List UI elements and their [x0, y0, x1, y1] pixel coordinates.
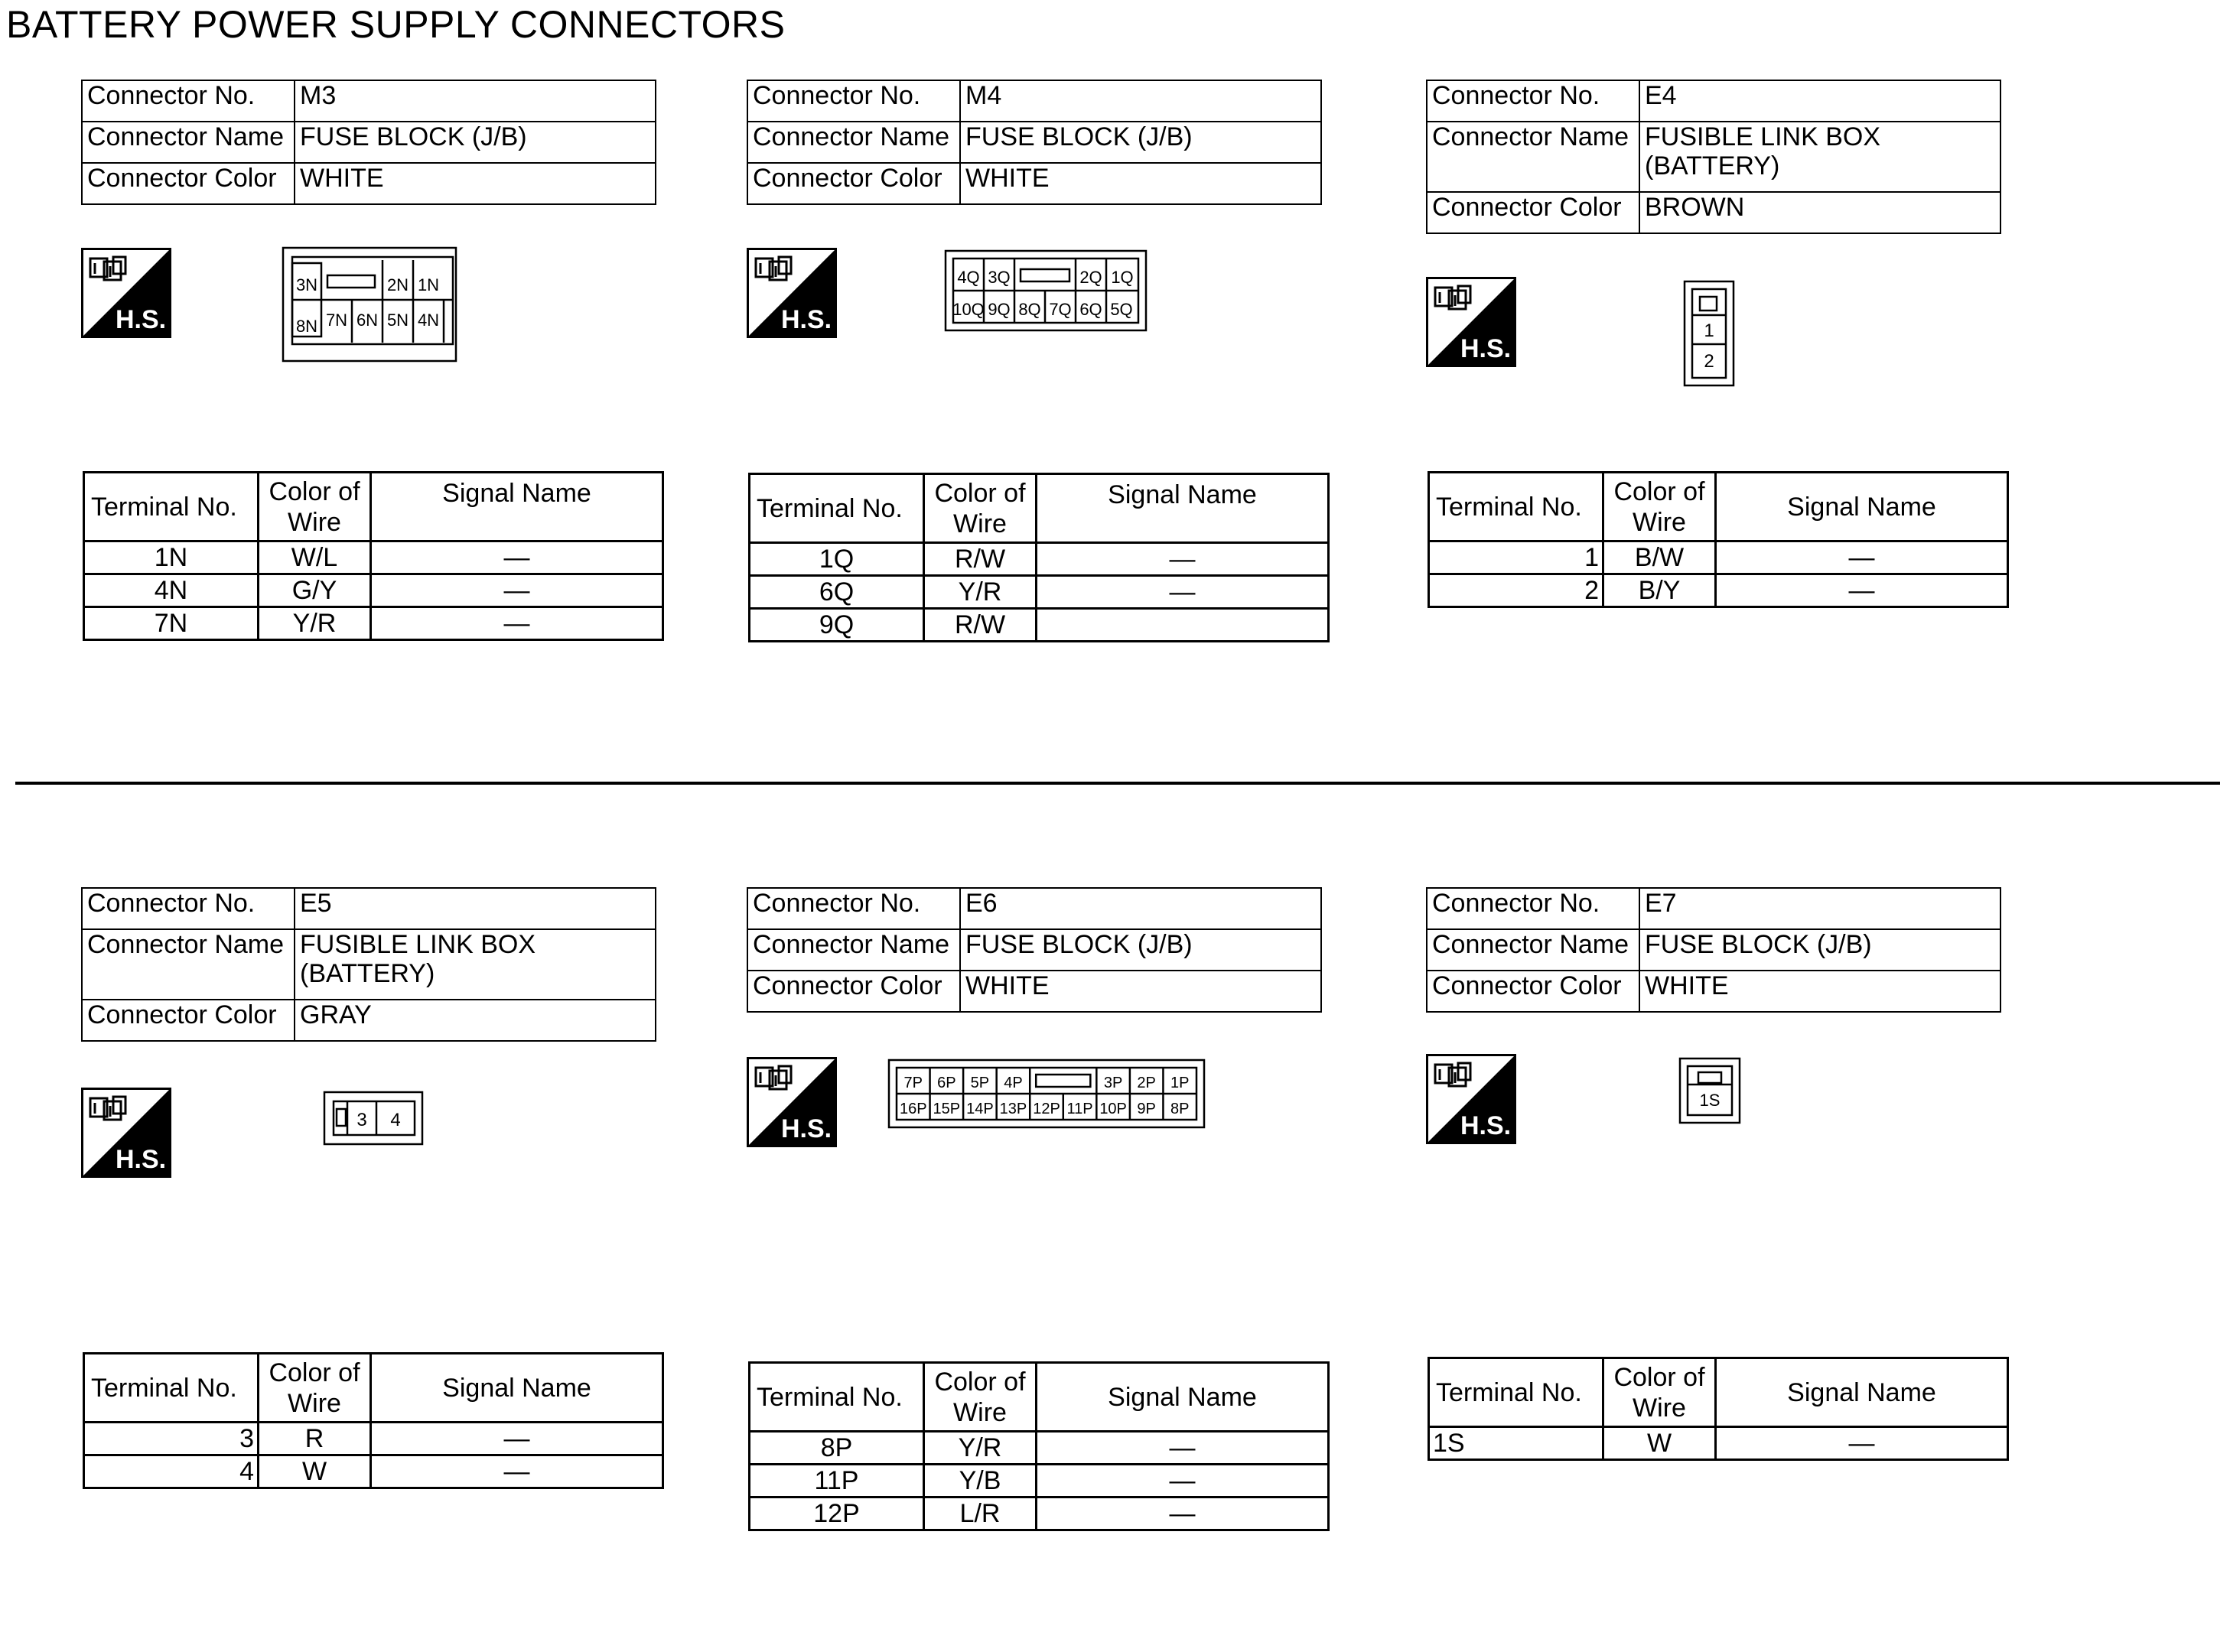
pin-label: 1S	[1699, 1091, 1721, 1110]
connector-color-value: WHITE	[960, 971, 1321, 1012]
wire-color-cell: R	[259, 1423, 371, 1455]
harness-side-icon	[81, 248, 171, 338]
connector-info-table	[747, 80, 1322, 205]
terminal-table	[83, 1352, 664, 1489]
table-row	[1429, 1427, 2008, 1460]
table-row	[750, 576, 1329, 609]
table-row	[750, 1498, 1329, 1530]
pin-label: 5N	[386, 311, 409, 330]
harness-side-icon	[747, 248, 837, 338]
table-row	[750, 609, 1329, 642]
terminal-no-header: Terminal No.	[84, 1354, 259, 1423]
pin-label: 4	[390, 1110, 401, 1130]
table-row	[84, 541, 663, 574]
connector-no-value: E5	[295, 888, 656, 929]
pin-label: 3Q	[988, 268, 1011, 287]
connector-face-diagram	[282, 246, 457, 363]
connector-name-row	[1427, 929, 2000, 971]
wire-color-cell: L/R	[924, 1498, 1037, 1530]
pin-label: 3P	[1103, 1075, 1123, 1091]
hs-label: H.S.	[1460, 1111, 1512, 1140]
terminal-no-cell: 8P	[750, 1432, 924, 1465]
connector-no-label: Connector No.	[747, 888, 960, 929]
connector-name-label: Connector Name	[82, 929, 295, 1000]
signal-name-cell: —	[1037, 1465, 1329, 1498]
wire-color-cell: Y/R	[924, 1432, 1037, 1465]
connector-name-value: FUSIBLE LINK BOX (BATTERY)	[1639, 122, 2000, 192]
hs-label: H.S.	[115, 305, 167, 334]
signal-name-header: Signal Name	[371, 1354, 663, 1423]
wire-color-cell: Y/B	[924, 1465, 1037, 1498]
hs-label: H.S.	[1460, 334, 1512, 363]
page-title: BATTERY POWER SUPPLY CONNECTORS	[6, 3, 786, 46]
connector-no-value: E6	[960, 888, 1321, 929]
signal-name-cell: —	[1716, 1427, 2008, 1460]
table-row	[1429, 574, 2008, 607]
connector-no-label: Connector No.	[747, 80, 960, 122]
table-row	[84, 607, 663, 640]
wire-color-header: Color of Wire	[259, 473, 371, 541]
connector-face-diagram	[944, 249, 1148, 332]
connector-no-row	[747, 80, 1321, 122]
wire-color-header: Color of Wire	[924, 474, 1037, 543]
wire-color-header: Color of Wire	[924, 1363, 1037, 1432]
wire-color-cell: Y/R	[924, 576, 1037, 609]
table-row	[84, 1455, 663, 1488]
pin-label: 9Q	[988, 300, 1011, 319]
pin-label: 13P	[999, 1101, 1027, 1117]
connector-color-value: WHITE	[295, 163, 656, 204]
pin-label: 2	[1704, 351, 1714, 372]
pin-label: 11P	[1066, 1101, 1093, 1117]
terminal-no-cell: 7N	[84, 607, 259, 640]
connector-name-row	[82, 929, 656, 1000]
signal-name-cell: —	[1037, 1432, 1329, 1465]
connector-color-row	[1427, 971, 2000, 1012]
table-row	[84, 574, 663, 607]
hs-label: H.S.	[115, 1145, 167, 1174]
pin-label: 8Q	[1018, 300, 1041, 319]
signal-name-header: Signal Name	[1716, 1358, 2008, 1427]
terminal-table	[748, 1361, 1330, 1531]
hs-label: H.S.	[780, 305, 832, 334]
terminal-no-header: Terminal No.	[84, 473, 259, 541]
wire-color-header: Color of Wire	[259, 1354, 371, 1423]
terminal-no-cell: 4	[84, 1455, 259, 1488]
terminal-table	[83, 471, 664, 641]
connector-color-row	[747, 971, 1321, 1012]
wire-color-cell: Y/R	[259, 607, 371, 640]
connector-name-value: FUSIBLE LINK BOX (BATTERY)	[295, 929, 656, 1000]
signal-name-cell: —	[371, 1455, 663, 1488]
connector-face-diagram	[323, 1091, 424, 1146]
connector-block-m3	[81, 80, 708, 844]
connector-block-e6	[747, 887, 1374, 1652]
connector-info-table	[1426, 887, 2001, 1013]
pin-label: 4P	[1004, 1075, 1023, 1091]
connector-face-diagram	[1683, 280, 1735, 387]
pin-label: 6Q	[1079, 300, 1102, 319]
connector-no-value: M3	[295, 80, 656, 122]
signal-name-cell: —	[371, 541, 663, 574]
connector-color-value: WHITE	[960, 163, 1321, 204]
wire-color-cell: B/Y	[1603, 574, 1716, 607]
connector-name-label: Connector Name	[1427, 929, 1639, 971]
terminal-no-header: Terminal No.	[750, 474, 924, 543]
connector-name-value: FUSE BLOCK (J/B)	[1639, 929, 2000, 971]
pin-label: 6N	[356, 311, 379, 330]
terminal-no-cell: 11P	[750, 1465, 924, 1498]
pin-label: 10P	[1099, 1101, 1127, 1117]
terminal-no-header: Terminal No.	[1429, 1358, 1603, 1427]
signal-name-cell: —	[1716, 541, 2008, 574]
pin-label: 1	[1704, 320, 1714, 341]
terminal-no-cell: 12P	[750, 1498, 924, 1530]
connector-info-table	[1426, 80, 2001, 234]
terminal-no-header: Terminal No.	[750, 1363, 924, 1432]
connector-no-row	[1427, 80, 2000, 122]
connector-color-row	[747, 163, 1321, 204]
pin-label: 6P	[937, 1075, 956, 1091]
harness-side-icon	[747, 1057, 837, 1147]
pin-label: 5Q	[1110, 300, 1133, 319]
pin-label: 2N	[386, 275, 409, 294]
table-row	[750, 1432, 1329, 1465]
connector-no-label: Connector No.	[1427, 888, 1639, 929]
pin-label: 14P	[966, 1101, 994, 1117]
table-row	[84, 1423, 663, 1455]
connector-block-e7	[1426, 887, 2053, 1652]
pin-label: 3N	[295, 275, 318, 294]
pin-label: 8P	[1170, 1101, 1190, 1117]
terminal-no-cell: 6Q	[750, 576, 924, 609]
terminal-table-header	[84, 473, 663, 541]
terminal-table-header	[1429, 473, 2008, 541]
harness-side-icon	[81, 1088, 171, 1178]
wire-color-cell: G/Y	[259, 574, 371, 607]
signal-name-header: Signal Name	[1037, 1363, 1329, 1432]
table-row	[750, 1465, 1329, 1498]
connector-no-label: Connector No.	[82, 80, 295, 122]
terminal-table-header	[750, 474, 1329, 543]
terminal-table	[1428, 471, 2009, 608]
connector-no-row	[82, 888, 656, 929]
pin-label: 9P	[1137, 1101, 1156, 1117]
connector-name-label: Connector Name	[1427, 122, 1639, 192]
connector-color-value: BROWN	[1639, 192, 2000, 233]
connector-name-value: FUSE BLOCK (J/B)	[960, 122, 1321, 163]
pin-label: 12P	[1033, 1101, 1060, 1117]
wire-color-cell: W/L	[259, 541, 371, 574]
connector-name-label: Connector Name	[747, 122, 960, 163]
connector-color-row	[82, 1000, 656, 1041]
connector-color-label: Connector Color	[747, 971, 960, 1012]
pin-label: 15P	[933, 1101, 961, 1117]
signal-name-cell: —	[371, 1423, 663, 1455]
connector-no-label: Connector No.	[82, 888, 295, 929]
terminal-table-header	[1429, 1358, 2008, 1427]
connector-color-value: WHITE	[1639, 971, 2000, 1012]
signal-name-cell: —	[371, 607, 663, 640]
connector-name-row	[82, 122, 656, 163]
connector-no-row	[82, 80, 656, 122]
harness-side-icon	[1426, 1054, 1516, 1144]
table-row	[750, 543, 1329, 576]
connector-no-value: E7	[1639, 888, 2000, 929]
connector-face-diagram	[1678, 1057, 1741, 1124]
terminal-no-header: Terminal No.	[1429, 473, 1603, 541]
connector-name-label: Connector Name	[747, 929, 960, 971]
terminal-no-cell: 1	[1429, 541, 1603, 574]
pin-label: 5P	[970, 1075, 990, 1091]
pin-label: 8N	[295, 317, 318, 336]
signal-name-header: Signal Name	[1037, 474, 1329, 543]
terminal-no-cell: 3	[84, 1423, 259, 1455]
harness-side-icon	[1426, 277, 1516, 367]
wire-color-cell: B/W	[1603, 541, 1716, 574]
connector-no-label: Connector No.	[1427, 80, 1639, 122]
connector-no-row	[747, 888, 1321, 929]
signal-name-cell: —	[1716, 574, 2008, 607]
pin-label: 4N	[417, 311, 440, 330]
connector-no-value: E4	[1639, 80, 2000, 122]
pin-label: 1Q	[1111, 268, 1134, 287]
pin-label: 4Q	[957, 268, 980, 287]
connector-info-table	[81, 80, 656, 205]
signal-name-cell: —	[1037, 1498, 1329, 1530]
terminal-table	[1428, 1357, 2009, 1461]
wire-color-cell: W	[1603, 1427, 1716, 1460]
wire-color-header: Color of Wire	[1603, 473, 1716, 541]
wire-color-header: Color of Wire	[1603, 1358, 1716, 1427]
terminal-no-cell: 1Q	[750, 543, 924, 576]
connector-block-m4	[747, 80, 1374, 844]
connector-color-label: Connector Color	[82, 1000, 295, 1041]
connector-no-row	[1427, 888, 2000, 929]
wire-color-cell: R/W	[924, 609, 1037, 642]
connector-color-label: Connector Color	[1427, 971, 1639, 1012]
wire-color-cell: R/W	[924, 543, 1037, 576]
terminal-no-cell: 2	[1429, 574, 1603, 607]
signal-name-cell: —	[1037, 576, 1329, 609]
pin-label: 7Q	[1049, 300, 1072, 319]
pin-label: 7N	[325, 311, 348, 330]
connector-color-label: Connector Color	[82, 163, 295, 204]
connector-name-row	[747, 929, 1321, 971]
connector-block-e4	[1426, 80, 2053, 844]
connector-no-value: M4	[960, 80, 1321, 122]
terminal-no-cell: 1N	[84, 541, 259, 574]
connector-color-label: Connector Color	[747, 163, 960, 204]
connector-name-value: FUSE BLOCK (J/B)	[960, 929, 1321, 971]
signal-name-header: Signal Name	[1716, 473, 2008, 541]
terminal-no-cell: 9Q	[750, 609, 924, 642]
terminal-no-cell: 1S	[1429, 1427, 1603, 1460]
hs-label: H.S.	[780, 1114, 832, 1143]
connector-color-value: GRAY	[295, 1000, 656, 1041]
terminal-table-header	[84, 1354, 663, 1423]
connector-name-value: FUSE BLOCK (J/B)	[295, 122, 656, 163]
signal-name-cell	[1037, 609, 1329, 642]
connector-color-row	[82, 163, 656, 204]
connector-info-table	[81, 887, 656, 1042]
terminal-table	[748, 473, 1330, 642]
table-row	[1429, 541, 2008, 574]
connector-face-diagram	[887, 1059, 1206, 1129]
pin-label: 7P	[903, 1075, 923, 1091]
wire-color-cell: W	[259, 1455, 371, 1488]
pin-label: 1N	[417, 275, 440, 294]
connector-info-table	[747, 887, 1322, 1013]
terminal-no-cell: 4N	[84, 574, 259, 607]
signal-name-header: Signal Name	[371, 473, 663, 541]
connector-block-e5	[81, 887, 708, 1652]
pin-label: 2P	[1137, 1075, 1156, 1091]
signal-name-cell: —	[1037, 543, 1329, 576]
connector-name-row	[1427, 122, 2000, 192]
pin-label: 10Q	[952, 300, 985, 319]
pin-label: 16P	[899, 1101, 927, 1117]
pin-label: 1P	[1170, 1075, 1190, 1091]
connector-color-label: Connector Color	[1427, 192, 1639, 233]
terminal-table-header	[750, 1363, 1329, 1432]
connector-name-row	[747, 122, 1321, 163]
pin-label: 2Q	[1079, 268, 1102, 287]
pin-label: 3	[356, 1110, 367, 1130]
connector-color-row	[1427, 192, 2000, 233]
connector-name-label: Connector Name	[82, 122, 295, 163]
signal-name-cell: —	[371, 574, 663, 607]
